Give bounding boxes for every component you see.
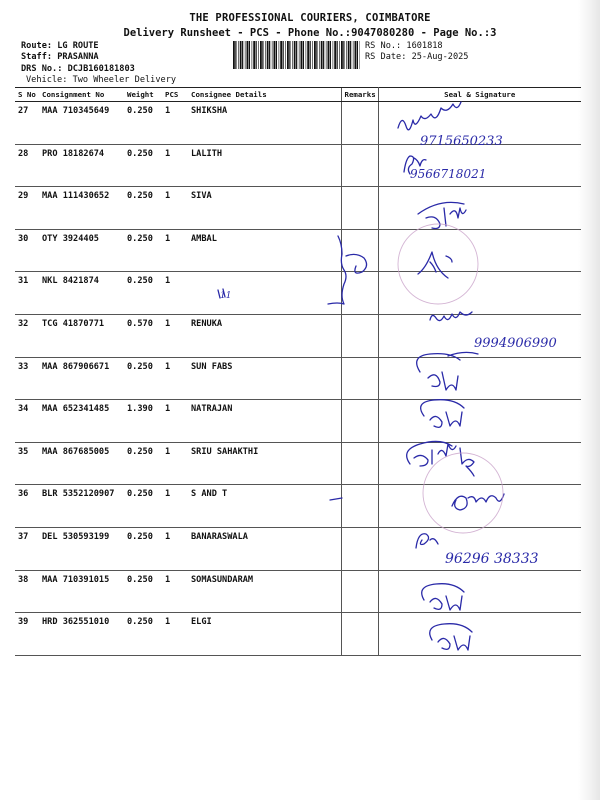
table-row <box>15 102 581 145</box>
cell-sno: 32 <box>15 314 39 357</box>
cell-consignment: MAA 867685005 <box>39 442 124 485</box>
cell-remarks <box>341 357 378 400</box>
table-row <box>15 442 581 485</box>
table-row <box>15 229 581 272</box>
cell-sno: 38 <box>15 570 39 613</box>
cell-remarks <box>341 570 378 613</box>
cell-consignment: MAA 710345649 <box>39 102 124 145</box>
vehicle-label: Vehicle: Two Wheeler Delivery <box>26 75 177 85</box>
cell-consignee <box>188 272 341 315</box>
cell-remarks <box>341 400 378 443</box>
cell-remarks <box>341 442 378 485</box>
cell-signature <box>378 613 581 656</box>
cell-weight: 0.250 <box>124 144 162 187</box>
cell-sno: 31 <box>15 272 39 315</box>
table-row <box>15 613 581 656</box>
cell-remarks <box>341 272 378 315</box>
table-row <box>15 144 581 187</box>
cell-weight: 0.250 <box>124 229 162 272</box>
cell-signature <box>378 485 581 528</box>
cell-pcs: 1 <box>162 144 188 187</box>
runsheet-subtitle: Delivery Runsheet - PCS - Phone No.:9047080280 - Page No.:3 <box>123 27 497 39</box>
cell-consignee: S AND T <box>188 485 341 528</box>
cell-consignee: SIVA <box>188 187 341 230</box>
cell-consignment: OTY 3924405 <box>39 229 124 272</box>
cell-sno: 33 <box>15 357 39 400</box>
cell-pcs: 1 <box>162 527 188 570</box>
cell-remarks <box>341 314 378 357</box>
cell-pcs: 1 <box>162 357 188 400</box>
cell-weight: 0.250 <box>124 102 162 145</box>
cell-consignee: ELGI <box>188 613 341 656</box>
cell-sno: 28 <box>15 144 39 187</box>
route-label: Route: LG ROUTE <box>21 41 99 51</box>
table-row <box>15 187 581 230</box>
cell-weight: 0.250 <box>124 357 162 400</box>
cell-consignment: NKL 8421874 <box>39 272 124 315</box>
cell-signature <box>378 527 581 570</box>
cell-consignee: SUN FABS <box>188 357 341 400</box>
cell-remarks <box>341 613 378 656</box>
cell-consignment: PRO 18182674 <box>39 144 124 187</box>
cell-remarks <box>341 229 378 272</box>
cell-signature <box>378 442 581 485</box>
cell-weight: 0.250 <box>124 527 162 570</box>
cell-consignment: DEL 530593199 <box>39 527 124 570</box>
cell-signature <box>378 400 581 443</box>
cell-consignee: NATRAJAN <box>188 400 341 443</box>
cell-remarks <box>341 187 378 230</box>
cell-remarks <box>341 485 378 528</box>
table-row <box>15 527 581 570</box>
cell-consignee: BANARASWALA <box>188 527 341 570</box>
cell-consignee: AMBAL <box>188 229 341 272</box>
cell-weight: 0.250 <box>124 485 162 528</box>
table-row <box>15 400 581 443</box>
cell-consignee: LALITH <box>188 144 341 187</box>
cell-consignment: MAA 867906671 <box>39 357 124 400</box>
cell-remarks <box>341 102 378 145</box>
phone-32: 9994906990 <box>474 336 557 351</box>
cell-consignee: SRIU SAHAKTHI <box>188 442 341 485</box>
rs-date: RS Date: 25-Aug-2025 <box>365 52 469 62</box>
cell-weight: 0.250 <box>124 442 162 485</box>
cell-sno: 30 <box>15 229 39 272</box>
company-title: THE PROFESSIONAL COURIERS, COIMBATORE <box>189 12 431 24</box>
rs-number: RS No.: 1601818 <box>365 41 443 51</box>
cell-sno: 27 <box>15 102 39 145</box>
cell-pcs: 1 <box>162 102 188 145</box>
cell-weight: 0.250 <box>124 272 162 315</box>
cell-remarks <box>341 527 378 570</box>
cell-signature <box>378 187 581 230</box>
cell-weight: 0.570 <box>124 314 162 357</box>
cell-weight: 0.250 <box>124 570 162 613</box>
cell-sno: 39 <box>15 613 39 656</box>
table-row <box>15 272 581 315</box>
cell-signature <box>378 102 581 145</box>
cell-remarks <box>341 144 378 187</box>
cell-pcs: 1 <box>162 485 188 528</box>
col-header-weight: Weight <box>124 88 162 102</box>
table-row <box>15 357 581 400</box>
cell-sno: 29 <box>15 187 39 230</box>
cell-signature <box>378 272 581 315</box>
cell-signature <box>378 229 581 272</box>
cell-pcs: 1 <box>162 229 188 272</box>
cell-pcs: 1 <box>162 314 188 357</box>
cell-pcs: 1 <box>162 400 188 443</box>
phone-27: 9715650233 <box>420 134 503 149</box>
phone-28: 9566718021 <box>410 167 487 181</box>
phone-37: 96296 38333 <box>445 551 539 567</box>
cell-pcs: 1 <box>162 570 188 613</box>
cell-signature <box>378 570 581 613</box>
col-header-consignment: Consignment No <box>39 88 124 102</box>
cell-sno: 36 <box>15 485 39 528</box>
delivery-table <box>15 87 581 656</box>
drs-number: DRS No.: DCJB160181803 <box>21 64 135 74</box>
table-row <box>15 314 581 357</box>
cell-weight: 0.250 <box>124 613 162 656</box>
cell-weight: 1.390 <box>124 400 162 443</box>
col-header-sno: S No <box>15 88 39 102</box>
cell-signature <box>378 314 581 357</box>
staff-label: Staff: PRASANNA <box>21 52 99 62</box>
table-row <box>15 570 581 613</box>
cell-consignee: SOMASUNDARAM <box>188 570 341 613</box>
cell-signature <box>378 144 581 187</box>
cell-signature <box>378 357 581 400</box>
cell-consignment: MAA 652341485 <box>39 400 124 443</box>
cell-consignee: SHIKSHA <box>188 102 341 145</box>
cell-consignment: MAA 710391015 <box>39 570 124 613</box>
cell-sno: 37 <box>15 527 39 570</box>
cell-weight: 0.250 <box>124 187 162 230</box>
page-edge-shadow <box>578 0 600 800</box>
cell-sno: 34 <box>15 400 39 443</box>
cell-consignee: RENUKA <box>188 314 341 357</box>
cell-consignment: HRD 362551010 <box>39 613 124 656</box>
mark-31: 11 <box>220 291 232 301</box>
cell-pcs: 1 <box>162 187 188 230</box>
col-header-signature: Seal & Signature <box>378 88 581 102</box>
cell-consignment: TCG 41870771 <box>39 314 124 357</box>
barcode <box>233 41 360 69</box>
col-header-pcs: PCS <box>162 88 188 102</box>
cell-pcs: 1 <box>162 613 188 656</box>
cell-pcs: 1 <box>162 272 188 315</box>
cell-consignment: MAA 111430652 <box>39 187 124 230</box>
col-header-consignee: Consignee Details <box>188 88 341 102</box>
table-header-row <box>15 88 581 102</box>
cell-sno: 35 <box>15 442 39 485</box>
col-header-remarks: Remarks <box>341 88 378 102</box>
cell-pcs: 1 <box>162 442 188 485</box>
cell-consignment: BLR 5352120907 <box>39 485 124 528</box>
table-row <box>15 485 581 528</box>
